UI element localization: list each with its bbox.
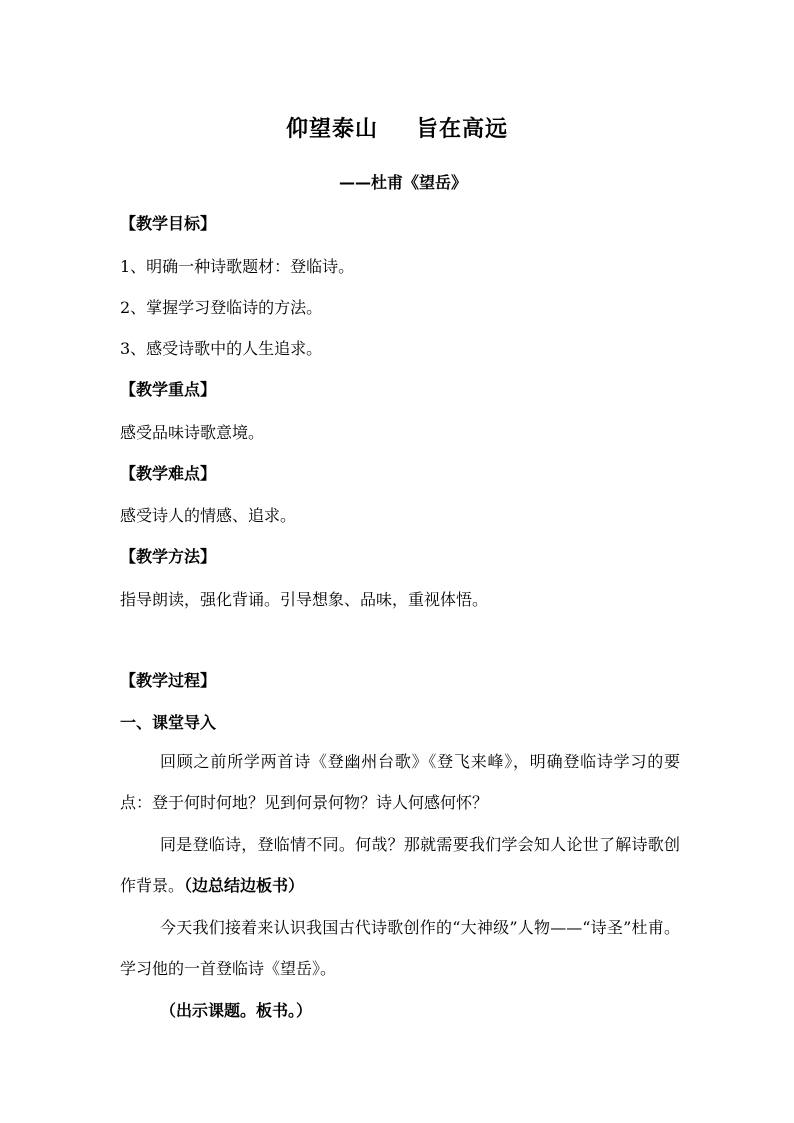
methods-text: 指导朗读，强化背诵。引导想象、品味，重视体悟。 <box>120 590 489 609</box>
objective-item-2: 2、掌握学习登临诗的方法。 <box>120 298 323 317</box>
difficulties-text: 感受诗人的情感、追求。 <box>120 506 297 525</box>
methods-heading: 【教学方法】 <box>120 547 217 566</box>
page-subtitle: ——杜甫《望岳》 <box>338 173 467 192</box>
title-part-1: 仰望泰山 <box>285 117 378 142</box>
objective-item-1: 1、明确一种诗歌题材：登临诗。 <box>120 257 355 276</box>
intro-paragraph-2 <box>120 824 680 906</box>
board-note: （边总结边板书） <box>184 876 305 895</box>
process-heading: 【教学过程】 <box>120 671 217 690</box>
intro-paragraph-1: 回顾之前所学两首诗《登幽州台歌》《登飞来峰》，明确登临诗学习的要点：登于何时何地？见到何景何物？诗人何感何怀？ <box>120 752 680 812</box>
key-points-text: 感受品味诗歌意境。 <box>120 423 265 442</box>
intro-paragraph-4 <box>120 990 680 1031</box>
section-1-heading: 一、课堂导入 <box>120 713 217 732</box>
page-title <box>0 112 794 143</box>
intro-paragraph-2-text: 同是登临诗，登临情不同。何哉？那就需要我们学会知人论世了解诗歌创作背景。 <box>120 835 680 895</box>
objectives-heading: 【教学目标】 <box>120 214 217 233</box>
title-part-2: 旨在高远 <box>416 117 509 142</box>
key-points-heading: 【教学重点】 <box>120 380 217 399</box>
intro-paragraph-3: 今天我们接着来认识我国古代诗歌创作的“大神级”人物——“诗圣”杜甫。学习他的一首登临诗《望岳》。 <box>120 918 680 978</box>
show-title-note: （出示课题。板书。） <box>160 1001 313 1020</box>
difficulties-heading: 【教学难点】 <box>120 464 217 483</box>
objective-item-3: 3、感受诗歌中的人生追求。 <box>120 339 323 358</box>
